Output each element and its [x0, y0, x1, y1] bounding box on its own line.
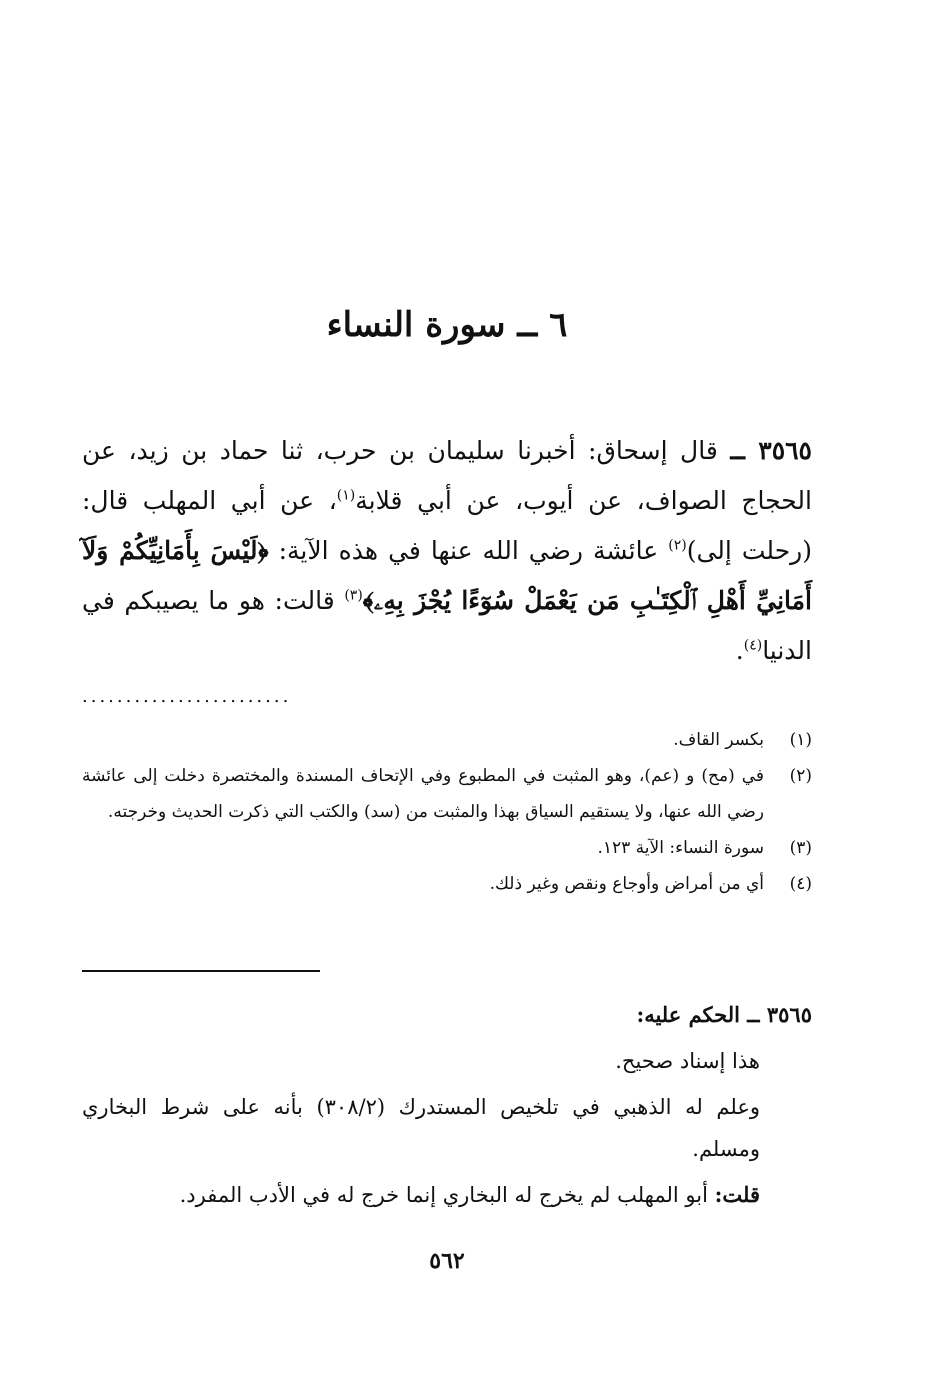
footnote-ref-2[interactable]: (٢) — [668, 537, 687, 554]
quran-close-bracket: ﴾ — [362, 586, 374, 615]
footnote-ref-1[interactable]: (١) — [336, 487, 356, 504]
footnote-text: في (مح) و (عم)، وهو المثبت في المطبوع وفي الإتحاف المسندة والمختصرة دخلت إلى عائشة رضي الله عنها، ولا يستقيم السياق بهذا والمثبت من (سد) والكتب التي ذكرت الحديث وخرجته. — [82, 766, 764, 822]
ruling-note-text: أبو المهلب لم يخرج له البخاري إنما خرج له في الأدب المفرد. — [179, 1183, 715, 1207]
footnote-number: (٣) — [789, 838, 812, 858]
hadith-text-5: . — [735, 636, 744, 665]
footnote-2 — [82, 758, 812, 830]
footnote-text: سورة النساء: الآية ١٢٣. — [597, 838, 764, 858]
ruling-line-2: وعلم له الذهبي في تلخيص المستدرك (٣٠٨/٢) بأنه على شرط البخاري ومسلم. — [82, 1095, 760, 1161]
dotted-separator: ........................ — [82, 686, 292, 706]
quran-verse: لَيْسَ بِأَمَانِيِّكُمْ وَلَآ أَمَانِيِّ أَهْلِ ٱلْكِتَـٰبِ مَن يَعْمَلْ سُوٓءًا يُجْزَ بِهِۦ — [82, 536, 812, 615]
section-divider — [82, 970, 320, 972]
ruling-note-label: قلت: — [714, 1182, 760, 1207]
footnote-number: (١) — [789, 730, 812, 750]
footnote-number: (٢) — [789, 766, 812, 786]
ruling-section — [82, 994, 812, 1220]
footnote-number: (٤) — [789, 874, 812, 894]
footnote-ref-4[interactable]: (٤) — [743, 637, 763, 654]
ruling-heading: ٣٥٦٥ ــ الحكم عليه: — [636, 1002, 812, 1027]
hadith-3565 — [82, 426, 812, 676]
footnote-1 — [82, 722, 812, 758]
page — [82, 0, 812, 1373]
footnotes — [82, 722, 812, 902]
ruling-note — [82, 1174, 812, 1216]
hadith-paragraph — [82, 426, 812, 676]
hadith-number: ٣٥٦٥ ــ — [730, 436, 812, 465]
hadith-text-4: قالت: هو ما يصيبكم في الدنيا — [82, 586, 812, 665]
footnote-ref-3[interactable]: (٣) — [344, 587, 363, 604]
footnote-text: بكسر القاف. — [673, 730, 764, 750]
ruling-line-1: هذا إسناد صحيح. — [615, 1049, 760, 1073]
surah-title: ٦ ــ سورة النساء — [326, 305, 568, 345]
page-number: ٥٦٢ — [429, 1248, 465, 1274]
hadith-text-3: عائشة رضي الله عنها في هذه الآية: — [278, 536, 669, 565]
hadith-text-2: ، عن أبي المهلب قال: (رحلت إلى) — [82, 486, 812, 565]
hadith-text-1: قال إسحاق: أخبرنا سليمان بن حرب، ثنا حماد بن زيد، عن الحجاج الصواف، عن أيوب، عن أبي قلابة — [82, 436, 812, 515]
footnote-4 — [82, 866, 812, 902]
footnote-text: أي من أمراض وأوجاع ونقص وغير ذلك. — [489, 874, 764, 894]
footnote-3 — [82, 830, 812, 866]
quran-open-bracket: ﴿ — [257, 536, 269, 565]
